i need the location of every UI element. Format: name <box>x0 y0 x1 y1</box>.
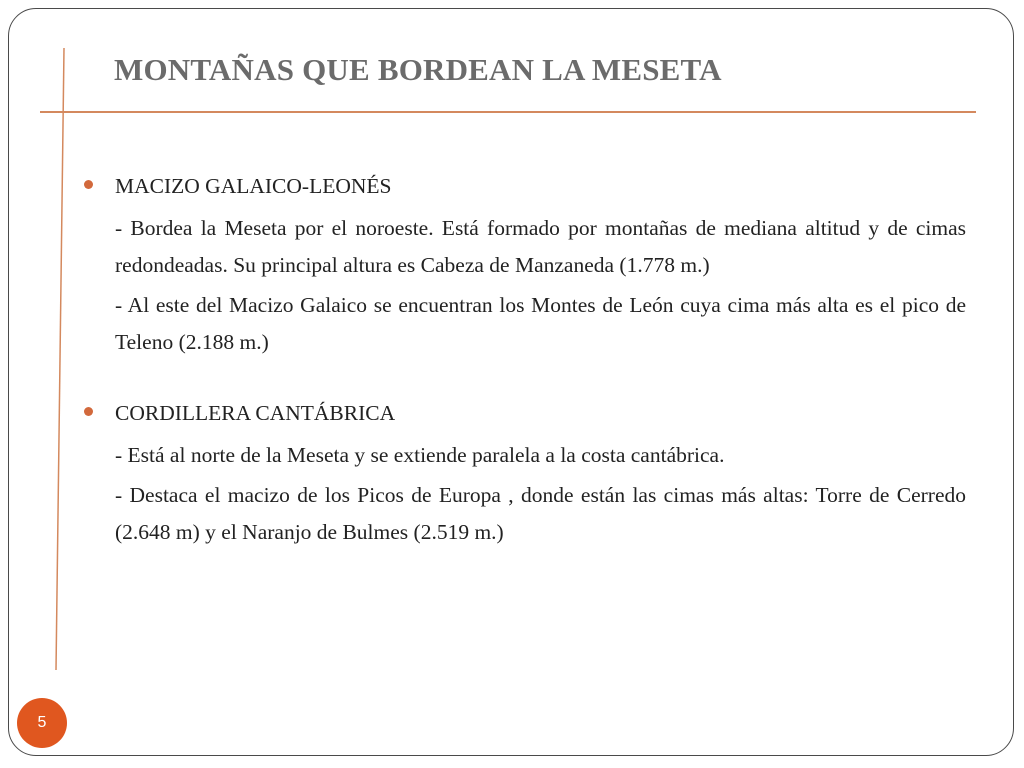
bullet-icon <box>84 407 93 416</box>
section-paragraph: - Está al norte de la Meseta y se extiende paralela a la costa cantábrica. <box>115 443 725 467</box>
slide-content <box>84 168 966 554</box>
vertical-accent-line <box>55 48 65 670</box>
section-heading-row <box>84 168 966 205</box>
section-heading: MACIZO GALAICO-LEONÉS <box>115 174 392 198</box>
bullet-icon <box>84 180 93 189</box>
section-paragraph: - Bordea la Meseta por el noroeste. Está formado por montañas de mediana altitud y de cimas redondeadas. Su principal altura es Cabeza de Manzaneda (1.778 m.) <box>115 216 966 277</box>
horizontal-accent-line <box>40 111 976 113</box>
page-number: 5 <box>37 714 47 731</box>
section-paragraph: - Al este del Macizo Galaico se encuentran los Montes de León cuya cima más alta es el pico de Teleno (2.188 m.) <box>115 293 966 354</box>
page-number-badge <box>17 698 67 748</box>
section-paragraph: - Destaca el macizo de los Picos de Europa , donde están las cimas más altas: Torre de Cerredo (2.648 m) y el Naranjo de Bulmes (2.519 m.) <box>115 483 966 544</box>
slide-title: MONTAÑAS QUE BORDEAN LA MESETA <box>114 52 722 87</box>
section-heading: CORDILLERA CANTÁBRICA <box>115 401 396 425</box>
section-heading-row <box>84 395 966 432</box>
section-cordillera-cantabrica <box>84 395 966 551</box>
section-macizo-galaico <box>84 168 966 361</box>
